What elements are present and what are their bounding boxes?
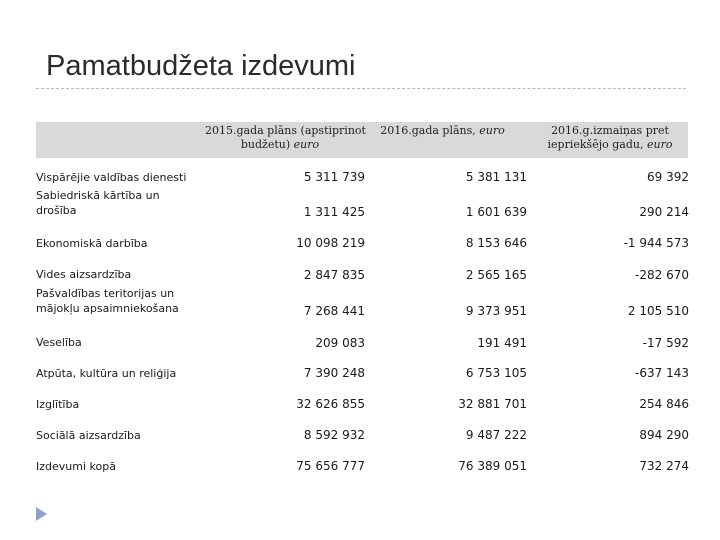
value-change: -17 592 (642, 336, 689, 350)
value-change: 2 105 510 (627, 304, 689, 318)
header-2016-plan: 2016.gada plāns, euro (380, 124, 505, 137)
row-label (36, 188, 160, 218)
value-2016: 1 601 639 (465, 205, 527, 219)
value-change: 290 214 (639, 205, 689, 219)
value-change: -282 670 (635, 268, 689, 282)
value-2016: 32 881 701 (458, 397, 527, 411)
value-change: -1 944 573 (623, 236, 689, 250)
value-change: 732 274 (639, 459, 689, 473)
header-2015-line2: budžetu) euro (240, 138, 320, 151)
slide-title: Pamatbudžeta izdevumi (46, 50, 356, 82)
row-label: Sociālā aizsardzība (36, 429, 141, 442)
value-2015: 1 311 425 (303, 205, 365, 219)
title-divider (36, 88, 686, 89)
row-label-line1: Sabiedriskā kārtība un (36, 189, 160, 202)
value-2015: 7 268 441 (303, 304, 365, 318)
value-change: 254 846 (639, 397, 689, 411)
row-label: Vispārējie valdības dienesti (36, 171, 187, 184)
row-label: Izglītība (36, 398, 80, 411)
row-label: Atpūta, kultūra un reliģija (36, 367, 177, 380)
row-label (36, 286, 179, 316)
value-change: 69 392 (647, 170, 689, 184)
value-2015: 10 098 219 (296, 236, 365, 250)
header-2015-line1: 2015.gada plāns (apstiprinot (205, 124, 366, 137)
value-2016: 9 373 951 (465, 304, 527, 318)
row-label: Vides aizsardzība (36, 268, 132, 281)
value-2015: 32 626 855 (296, 397, 365, 411)
value-2016: 76 389 051 (458, 459, 527, 473)
row-label-line2: drošība (36, 204, 77, 217)
play-arrow-icon[interactable] (34, 506, 48, 522)
value-2015: 8 592 932 (303, 428, 365, 442)
value-change: -637 143 (635, 366, 689, 380)
value-2016: 9 487 222 (465, 428, 527, 442)
row-label: Ekonomiskā darbība (36, 237, 148, 250)
row-label-line1: Pašvaldības teritorijas un (36, 287, 175, 300)
row-label-line2: mājokļu apsaimniekošana (36, 302, 179, 315)
header-change (540, 124, 680, 152)
row-label: Izdevumi kopā (36, 460, 116, 473)
value-2016: 191 491 (477, 336, 527, 350)
value-2015: 5 311 739 (303, 170, 365, 184)
row-label: Veselība (36, 336, 82, 349)
value-2016: 8 153 646 (465, 236, 527, 250)
value-2015: 75 656 777 (296, 459, 365, 473)
value-2015: 2 847 835 (303, 268, 365, 282)
header-change-line2: iepriekšējo gadu, euro (547, 138, 673, 151)
play-arrow-shape (36, 507, 47, 521)
value-2015: 7 390 248 (303, 366, 365, 380)
header-change-line1: 2016.g.izmaiņas pret (551, 124, 669, 137)
value-change: 894 290 (639, 428, 689, 442)
value-2016: 2 565 165 (465, 268, 527, 282)
value-2016: 5 381 131 (465, 170, 527, 184)
value-2015: 209 083 (315, 336, 365, 350)
header-2015-plan (205, 124, 366, 152)
value-2016: 6 753 105 (465, 366, 527, 380)
